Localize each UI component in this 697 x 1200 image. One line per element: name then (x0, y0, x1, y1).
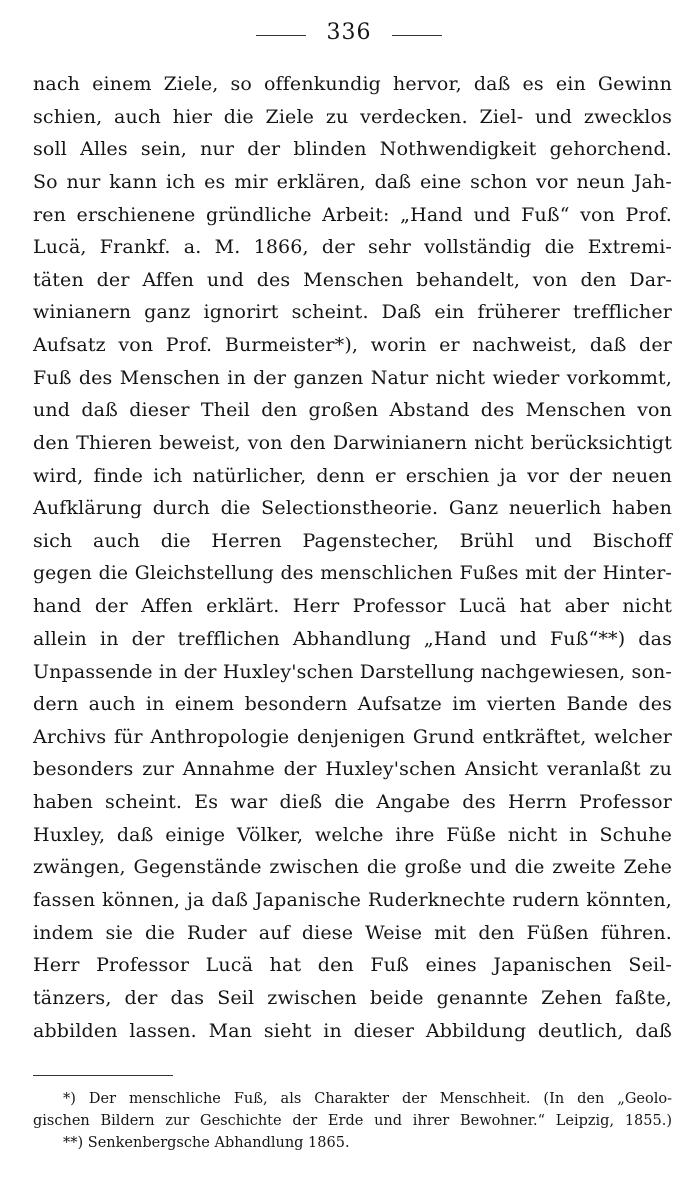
text-line: zwängen, Gegenstände zwischen die große und die zweite Zehe (33, 856, 672, 879)
header-rule-left (256, 35, 306, 36)
text-line: soll Alles sein, nur der blinden Nothwendigkeit gehorchend. (33, 138, 672, 161)
text-line: So nur kann ich es mir erklären, daß eine schon vor neun Jah- (33, 170, 672, 193)
text-line: Herr Professor Lucä hat den Fuß eines Japanischen Seil- (33, 954, 672, 977)
text-line: Fuß des Menschen in der ganzen Natur nicht wieder vorkommt, (33, 366, 672, 389)
header-rule-right (392, 35, 442, 36)
text-line: wird, finde ich natürlicher, denn er erschien ja vor der neuen (33, 464, 672, 487)
footnote-line: gischen Bildern zur Geschichte der Erde und ihrer Bewohner.“ Leipzig, 1855.) (33, 1113, 672, 1129)
page-number: 336 (326, 20, 372, 45)
text-line: Huxley, daß einige Völker, welche ihre Füße nicht in Schuhe (33, 823, 672, 846)
text-line: schien, auch hier die Ziele zu verdecken. Ziel- und zwecklos (33, 105, 672, 128)
footnote-divider (33, 1075, 173, 1076)
text-line: Unpassende in der Huxley'schen Darstellung nachgewiesen, son- (33, 660, 672, 683)
text-line: abbilden lassen. Man sieht in dieser Abbildung deutlich, daß (33, 1019, 672, 1042)
text-line: besonders zur Annahme der Huxley'schen Ansicht veranlaßt zu (33, 758, 672, 781)
footnote-line: *) Der menschliche Fuß, als Charakter der Menschheit. (In den „Geolo- (63, 1091, 672, 1107)
text-line: ren erschienene gründliche Arbeit: „Hand und Fuß“ von Prof. (33, 203, 672, 226)
text-line: sich auch die Herren Pagenstecher, Brühl und Bischoff (33, 529, 672, 552)
text-line: Lucä, Frankf. a. M. 1866, der sehr vollständig die Extremi- (33, 236, 672, 259)
body-text (33, 68, 672, 1047)
text-line: nach einem Ziele, so offenkundig hervor, daß es ein Gewinn (33, 73, 672, 95)
text-line: Aufsatz von Prof. Burmeister*), worin er nachweist, daß der (33, 334, 672, 357)
footnote-line: **) Senkenbergsche Abhandlung 1865. (63, 1135, 350, 1151)
text-line: täten der Affen und des Menschen behandelt, von den Dar- (33, 268, 672, 291)
text-line: Archivs für Anthropologie denjenigen Grund entkräftet, welcher (33, 725, 672, 748)
text-line: allein in der trefflichen Abhandlung „Hand und Fuß“**) das (33, 627, 672, 650)
text-line: den Thieren beweist, von den Darwinianern nicht berücksichtigt (33, 432, 672, 455)
text-line: hand der Affen erklärt. Herr Professor Lucä hat aber nicht (33, 595, 672, 618)
text-line: indem sie die Ruder auf diese Weise mit den Füßen führen. (33, 921, 672, 944)
text-line: Aufklärung durch die Selectionstheorie. Ganz neuerlich haben (33, 497, 672, 520)
text-line: fassen können, ja daß Japanische Ruderknechte rudern könnten, (33, 889, 672, 912)
page-header (0, 18, 697, 48)
footnotes (33, 1088, 672, 1154)
text-line: dern auch in einem besondern Aufsatze im vierten Bande des (33, 693, 672, 716)
text-line: tänzers, der das Seil zwischen beide genannte Zehen faßte, (33, 986, 672, 1009)
text-line: gegen die Gleichstellung des menschlichen Fußes mit der Hinter- (33, 562, 672, 584)
text-line: haben scheint. Es war dieß die Angabe des Herrn Professor (33, 791, 672, 814)
text-line: und daß dieser Theil den großen Abstand des Menschen von (33, 399, 672, 422)
text-line: winianern ganz ignorirt scheint. Daß ein früherer trefflicher (33, 301, 672, 324)
